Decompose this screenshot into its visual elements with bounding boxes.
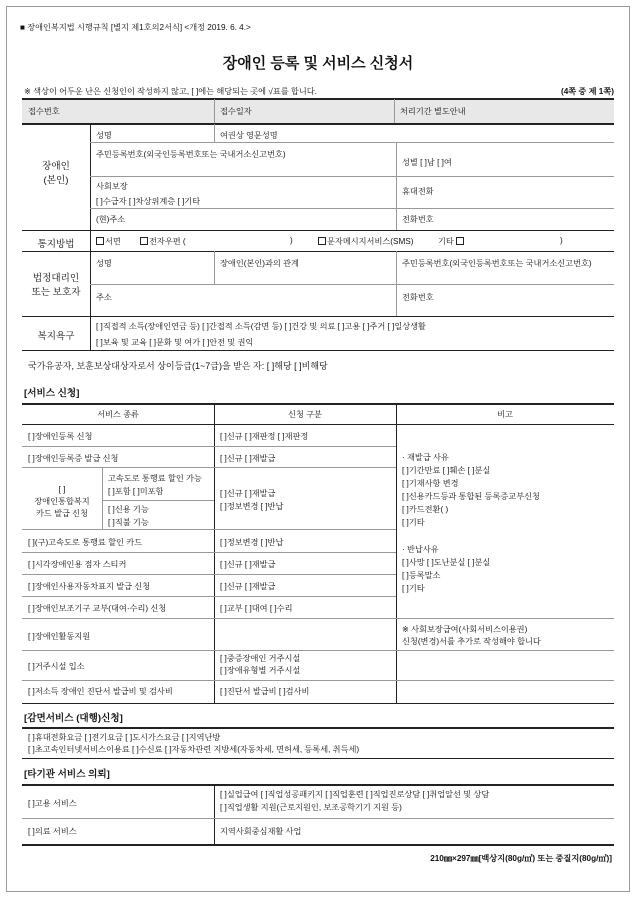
- applicant-section-label: 장애인 (본인): [42, 161, 70, 186]
- activity-support-note: ※ 사회보장급여(사회서비스이용권) 신청(변경)서를 추가로 작성해야 합니다: [402, 625, 541, 646]
- instruction-note: ※ 색상이 어두운 난은 신청인이 작성하지 않고, [ ]에는 해당되는 곳에 √표를 합니다.: [24, 87, 317, 96]
- welfare-options[interactable]: [ ]수급자 [ ]차상위계층 [ ]기타: [96, 197, 201, 206]
- service-highway-card[interactable]: [ ](구)고속도로 통행료 할인 카드: [28, 538, 143, 547]
- passport-name-label: 여권상 영문성명: [220, 131, 278, 140]
- card-app-change[interactable]: [ ]정보변경 [ ]반납: [220, 502, 284, 511]
- service-diagnosis-cost-app[interactable]: [ ]진단서 발급비 [ ]검사비: [220, 687, 310, 696]
- service-section-title: [서비스 신청]: [24, 388, 80, 399]
- highway-discount-options[interactable]: [ ]포함 [ ]미포함: [108, 487, 164, 496]
- guardian-name-label: 성명: [96, 259, 112, 268]
- notify-email-close: ): [290, 236, 293, 245]
- processing-period: 처리기간 별도안내: [400, 107, 466, 116]
- service-registration[interactable]: [ ]장애인등록 신청: [28, 432, 93, 441]
- reduction-options-row1[interactable]: [ ]휴대전화요금 [ ]전기요금 [ ]도시가스요금 [ ]지역난방: [28, 733, 221, 742]
- applicant-name-label: 성명: [96, 131, 112, 140]
- needs-options-row1[interactable]: [ ]직접적 소득(장애인연금 등) [ ]간접적 소득(감면 등) [ ]건강 및 의료 [ ]고용 [ ]주거 [ ]일상생활: [96, 322, 426, 331]
- highway-discount-label: 고속도로 통행료 할인 가능: [108, 474, 202, 483]
- form-title: 장애인 등록 및 서비스 신청서: [222, 55, 414, 72]
- guardian-phone-label: 전화번호: [402, 293, 434, 302]
- col-service-type: 서비스 종류: [97, 410, 139, 419]
- notify-email-option[interactable]: 전자우편 (: [140, 236, 186, 247]
- receipt-number-label: 접수번호: [28, 107, 60, 116]
- gender-field[interactable]: 성별 [ ]남 [ ]여: [402, 158, 452, 167]
- return-reason-label: · 반납사유: [402, 545, 439, 554]
- reduction-section-title: [감면서비스 (대행)신청]: [24, 713, 123, 724]
- service-registration-app[interactable]: [ ]신규 [ ]재판정 [ ]재판정: [220, 432, 309, 441]
- reissue-option-3[interactable]: [ ]신용카드등과 통합된 등록증교부신청: [402, 492, 540, 501]
- notify-label: 통지방법: [37, 239, 75, 250]
- referral-employment[interactable]: [ ]고용 서비스: [28, 799, 77, 808]
- notify-other-option[interactable]: 기타: [438, 236, 465, 247]
- return-option-2[interactable]: [ ]등록말소: [402, 571, 441, 580]
- employment-options-row2[interactable]: [ ]직업생활 지원(근로지원인, 보조공학기기 지원 등): [220, 803, 402, 812]
- card-app-new[interactable]: [ ]신규 [ ]재발급: [220, 489, 276, 498]
- checkbox-icon: [140, 237, 148, 245]
- service-residential[interactable]: [ ]거주시설 입소: [28, 662, 85, 671]
- checkbox-icon: [456, 237, 464, 245]
- guardian-section-label: 법정대리인 또는 보호자: [31, 273, 81, 298]
- return-option-1[interactable]: [ ]사망 [ ]도난분실 [ ]분실: [402, 558, 491, 567]
- service-activity-support[interactable]: [ ]장애인활동지원: [28, 632, 91, 641]
- needs-label: 복지욕구: [37, 331, 75, 342]
- checkbox-icon: [96, 237, 104, 245]
- reissue-option-2[interactable]: [ ]기재사항 변경: [402, 479, 459, 488]
- address-label: (현)주소: [96, 215, 126, 224]
- reissue-reason-label: · 재발급 사유: [402, 453, 449, 462]
- phone-label: 전화번호: [402, 215, 434, 224]
- reissue-option-1[interactable]: [ ]기간만료 [ ]훼손 [ ]분실: [402, 466, 491, 475]
- guardian-rrn-label: 주민등록번호(외국인등록번호또는 국내거소신고번호): [402, 259, 592, 268]
- mobile-label: 휴대전화: [402, 187, 434, 196]
- employment-options-row1[interactable]: [ ]실업급여 [ ]직업성공패키지 [ ]직업훈련 [ ]직업진로상담 [ ]취업알선 및 상담: [220, 790, 490, 799]
- service-card-issue-app[interactable]: [ ]신규 [ ]재발급: [220, 454, 276, 463]
- guardian-relation-label: 장애인(본인)과의 관계: [220, 259, 299, 268]
- notify-other-close: ): [560, 236, 563, 245]
- service-diagnosis-cost[interactable]: [ ]저소득 장애인 진단서 발급비 및 검사비: [28, 687, 173, 696]
- page-info: (4쪽 중 제 1쪽): [560, 87, 614, 96]
- needs-options-row2[interactable]: [ ]보육 및 교육 [ ]문화 및 여가 [ ]안전 및 권익: [96, 338, 254, 347]
- referral-medical[interactable]: [ ]의료 서비스: [28, 827, 77, 836]
- service-vehicle-sign-app[interactable]: [ ]신규 [ ]재발급: [220, 582, 276, 591]
- col-note: 비고: [497, 410, 513, 419]
- notify-letter-option[interactable]: 서면: [96, 236, 121, 247]
- integrated-card-label[interactable]: [ ] 장애인통합복지 카드 발급 신청: [34, 485, 90, 518]
- referral-section-title: [타기관 서비스 의뢰]: [24, 769, 110, 780]
- receipt-date-label: 접수일자: [220, 107, 252, 116]
- return-option-3[interactable]: [ ]기타: [402, 584, 425, 593]
- legal-reference: ■ 장애인복지법 시행규칙 [별지 제1호의2서식] <개정 2019. 6. 4.>: [20, 23, 251, 32]
- service-highway-card-app[interactable]: [ ]정보변경 [ ]반납: [220, 538, 284, 547]
- service-residential-app[interactable]: [ ]중증장애인 거주시설 [ ]장애유형별 거주시설: [220, 654, 301, 675]
- reissue-option-4[interactable]: [ ]카드전환( ): [402, 505, 449, 514]
- reduction-options-row2[interactable]: [ ]초고속인터넷서비스이용료 [ ]수신료 [ ]자동차관련 지방세(자동차세, 면허세, 등록세, 취득세): [28, 745, 360, 754]
- service-vehicle-sign[interactable]: [ ]장애인사용자동차표지 발급 신청: [28, 582, 151, 591]
- col-application-type: 신청 구분: [288, 410, 322, 419]
- paper-spec-footer: 210㎜×297㎜[백상지(80g/㎡) 또는 중질지(80g/㎡)]: [430, 854, 612, 863]
- service-braille-sticker-app[interactable]: [ ]신규 [ ]재발급: [220, 560, 276, 569]
- guardian-address-label: 주소: [96, 293, 112, 302]
- medical-option[interactable]: 지역사회중심재활 사업: [220, 827, 302, 836]
- welfare-label: 사회보장: [96, 182, 128, 191]
- notify-sms-option[interactable]: 문자메시지서비스(SMS): [318, 236, 413, 247]
- service-card-issue[interactable]: [ ]장애인등록증 발급 신청: [28, 454, 119, 463]
- debit-function-option[interactable]: [ ]직불 기능: [108, 518, 149, 527]
- service-assistive-device[interactable]: [ ]장애인보조기구 교부(대여·수리) 신청: [28, 604, 167, 613]
- credit-function-option[interactable]: [ ]신용 기능: [108, 505, 149, 514]
- veteran-question[interactable]: 국가유공자, 보훈보상대상자로서 상이등급(1~7급)을 받은 자: [ ]해당 [ ]비해당: [28, 361, 328, 371]
- checkbox-icon: [318, 237, 326, 245]
- service-braille-sticker[interactable]: [ ]시각장애인용 점자 스티커: [28, 560, 127, 569]
- applicant-rrn-label: 주민등록번호(외국인등록번호또는 국내거소신고번호): [96, 150, 286, 159]
- service-assistive-device-app[interactable]: [ ]교부 [ ]대여 [ ]수리: [220, 604, 293, 613]
- reissue-option-5[interactable]: [ ]기타: [402, 518, 425, 527]
